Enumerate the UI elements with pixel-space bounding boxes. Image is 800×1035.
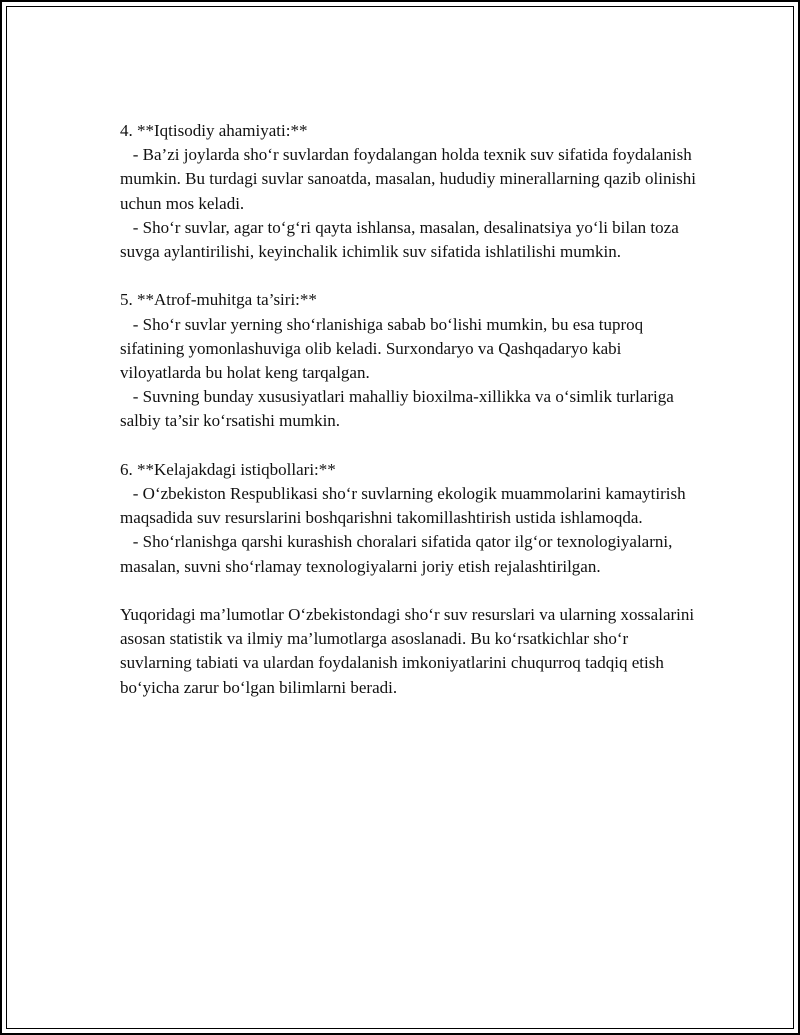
section-environmental-impact — [120, 288, 700, 433]
conclusion-paragraph: Yuqoridagi ma’lumotlar O‘zbekistondagi sho‘r suv resurslari va ularning xossalarini asosan statistik va ilmiy ma’lumotlarga asoslanadi. Bu ko‘rsatkichlar sho‘r suvlarning tabiati va ulardan foydalanish imkoniyatlarini chuqurroq tadqiq etish bo‘yicha zarur bo‘lgan bilimlarni beradi. — [120, 605, 699, 697]
bullet-item: - Ba’zi joylarda sho‘r suvlardan foydalangan holda texnik suv sifatida foydalanish mumkin. Bu turdagi suvlar sanoatda, masalan, hududiy minerallarning qazib olinishi uchun mos keladi. — [120, 145, 701, 213]
bullet-item: - Suvning bunday xususiyatlari mahalliy bioxilma-xillikka va o‘simlik turlariga salbiy ta’sir ko‘rsatishi mumkin. — [120, 387, 679, 431]
section-economic-importance — [120, 119, 700, 264]
section-heading: 6. **Kelajakdagi istiqbollari:** — [120, 459, 336, 479]
bullet-item: - Sho‘r suvlar, agar to‘g‘ri qayta ishlansa, masalan, desalinatsiya yo‘li bilan toza suvga aylantirilishi, keyinchalik ichimlik suv sifatida ishlatilishi mumkin. — [120, 217, 683, 262]
bullet-item: - Sho‘rlanishga qarshi kurashish choralari sifatida qator ilg‘or texnologiyalarni, masalan, suvni sho‘rlamay texnologiyalarni joriy etish rejalashtirilgan. — [120, 532, 677, 576]
section-heading: 5. **Atrof-muhitga ta’siri:** — [120, 290, 317, 310]
section-future-prospects — [120, 458, 700, 579]
bullet-item: - O‘zbekiston Respublikasi sho‘r suvlarning ekologik muammolarini kamaytirish maqsadida suv resurslarini boshqarishni takomillashtirish ustida ishlamoqda. — [120, 484, 690, 528]
document-body — [120, 119, 700, 700]
bullet-item: - Sho‘r suvlar yerning sho‘rlanishiga sabab bo‘lishi mumkin, bu esa tuproq sifatining yomonlashuviga olib keladi. Surxondaryo va Qashqadaryo kabi viloyatlarda bu holat keng tarqalgan. — [120, 314, 648, 383]
section-heading: 4. **Iqtisodiy ahamiyati:** — [120, 121, 308, 140]
